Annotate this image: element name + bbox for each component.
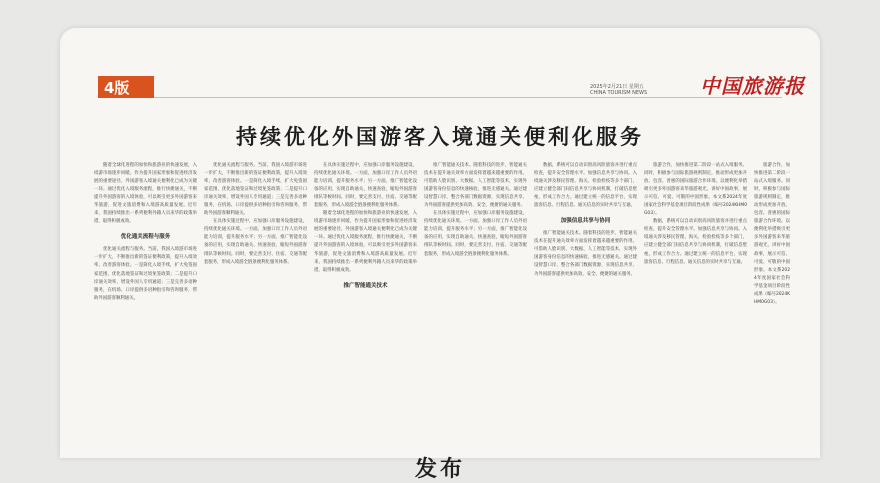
- column-text: 优化通关流程与服务。当前，我国入境游市场进一步扩大，不断推出新的签证便利政策，提升入境效率，改善游客体验。一是简化入境手续，扩大免签国家范围，优化落地签证和过境免签政策；二是提升口岸通关效率，增设外国人专用通道；三是完善多语种服务，在机场、口岸提供多语种指引和咨询服务，帮助外国游客顺利通关。: [204, 163, 307, 217]
- column-text: 在具体实施过程中，应加强口岸服务设施建设，持续优化通关环境。一方面，加强口岸工作人员外语能力培训，提升服务水平；另一方面，推广智能化设备的应用，实现自助通关、快速查验，缩短外国游客排队等候时间。同时，要完善支付、住宿、交通等配套服务，形成入境游全链条便利化服务体系。: [204, 219, 307, 265]
- column-text: 随着全球化进程的加快和旅游业的快速发展，入境游市场逐步回暖，作为提升国家形象和促进经济发展的重要途径，外国游客入境通关便利化已成为关键一环。通过优化入境服务流程，推行快捷通关，不断提升外国游客的入境体验，可以吸引更多外国游客来华旅游，促进文旅消费和入境游高质量发展。近年来，我国持续推出一系列便利外籍人员来华的政策举措，取得积极成效。: [94, 163, 197, 225]
- column-3: [314, 162, 417, 462]
- column-text: 推广智能通关技术。随着科技的进步，智能通关技术在提升通关效率方面发挥着越来越重要的作用。可借助人脸识别、大数据、人工智能等技术，实现外国游客身份信息的快速核验，推进无感通关。通过建设智慧口岸，整合各部门数据资源，实现信息共享，为外国游客提供更加高效、安全、便捷的通关服务。: [534, 231, 637, 277]
- article-headline: 持续优化外国游客入境通关便利化服务: [236, 124, 644, 149]
- next-article-headline: 发布: [414, 456, 465, 482]
- subhead-1: 优化通关流程与服务: [120, 234, 171, 241]
- column-text: 推广智能通关技术。随着科技的进步，智能通关技术在提升通关效率方面发挥着越来越重要的作用。可借助人脸识别、大数据、人工智能等技术，实现外国游客身份信息的快速核验，推进无感通关。通过建设智慧口岸，整合各部门数据资源，实现信息共享，为外国游客提供更加高效、安全、便捷的通关服务。: [424, 163, 527, 209]
- column-text: 在具体实施过程中，应加强口岸服务设施建设，持续优化通关环境。一方面，加强口岸工作人员外语能力培训，提升服务水平；另一方面，推广智能化设备的应用，实现自助通关、快速查验，缩短外国游客排队等候时间。同时，要完善支付、住宿、交通等配套服务，形成入境游全链条便利化服务体系。: [424, 211, 527, 257]
- column-text: 优化通关流程与服务。当前，我国入境游市场进一步扩大，不断推出新的签证便利政策，提升入境效率，改善游客体验。一是简化入境手续，扩大免签国家范围，优化落地签证和过境免签政策；二是提升口岸通关效率，增设外国人专用通道；三是完善多语种服务，在机场、口岸提供多语种指引和咨询服务，帮助外国游客顺利通关。: [94, 247, 197, 301]
- column-5: [534, 162, 637, 462]
- column-text: 旅游合作，加快推进第二阶段一站式入境服务。同时，积极参与国际旅游规则制定，推动形成更加开放、包容、普惠的国际旅游合作环境。以便利化举措吸引更多外国游客来华旅游观光，讲好中国故事，展示可信、可爱、可敬的中国形象。本文系2024年度国家社会科学基金项目阶段性成果（编号2024KHM0G03）。: [754, 163, 791, 305]
- subhead-2: 推广智能通关技术: [343, 282, 388, 289]
- article-columns: [94, 162, 790, 462]
- column-text: 随着全球化进程的加快和旅游业的快速发展，入境游市场逐步回暖，作为提升国家形象和促进经济发展的重要途径，外国游客入境通关便利化已成为关键一环。通过优化入境服务流程，推行快捷通关，不断提升外国游客的入境体验，可以吸引更多外国游客来华旅游，促进文旅消费和入境游高质量发展。近年来，我国持续推出一系列便利外籍人员来华的政策举措，取得积极成效。: [314, 211, 417, 273]
- column-text: 旅游合作，加快推进第二阶段一站式入境服务。同时，积极参与国际旅游规则制定，推动形成更加开放、包容、普惠的国际旅游合作环境。以便利化举措吸引更多外国游客来华旅游观光，讲好中国故事，展示可信、可爱、可敬的中国形象。本文系2024年度国家社会科学基金项目阶段性成果（编号2024KHM0G03）。: [644, 163, 747, 217]
- column-1: [94, 162, 197, 462]
- column-text: 数据，系统可以自动识别高风险旅客并进行重点检查，提升安全管理水平。加强信息共享与协同。入境通关涉及移民管理、海关、检验检疫等多个部门，应建立健全部门间信息共享与协同机制，打破信息壁垒，形成工作合力。通过建立统一的信息平台，实现旅客信息、行程信息、通关信息的实时共享与互通。: [644, 219, 747, 265]
- column-4: [424, 162, 527, 462]
- column-6: [644, 162, 747, 462]
- page-number-tab: 4版: [98, 76, 154, 98]
- masthead-logo: 中国旅游报: [700, 74, 805, 98]
- date-line: [590, 84, 647, 96]
- column-2: [204, 162, 307, 462]
- column-text: 在具体实施过程中，应加强口岸服务设施建设，持续优化通关环境。一方面，加强口岸工作人员外语能力培训，提升服务水平；另一方面，推广智能化设备的应用，实现自助通关、快速查验，缩短外国游客排队等候时间。同时，要完善支付、住宿、交通等配套服务，形成入境游全链条便利化服务体系。: [314, 163, 417, 209]
- header-rule: [154, 97, 782, 98]
- column-text: 数据，系统可以自动识别高风险旅客并进行重点检查，提升安全管理水平。加强信息共享与协同。入境通关涉及移民管理、海关、检验检疫等多个部门，应建立健全部门间信息共享与协同机制，打破信息壁垒，形成工作合力。通过建立统一的信息平台，实现旅客信息、行程信息、通关信息的实时共享与互通。: [534, 163, 637, 209]
- subhead-3: 加强信息共享与协同: [560, 218, 611, 225]
- issue-date: 2025年2月21日 星期五: [590, 84, 644, 90]
- newspaper-page: [60, 28, 820, 482]
- paper-english-name: CHINA TOURISM NEWS: [590, 90, 648, 96]
- column-7: [754, 162, 790, 462]
